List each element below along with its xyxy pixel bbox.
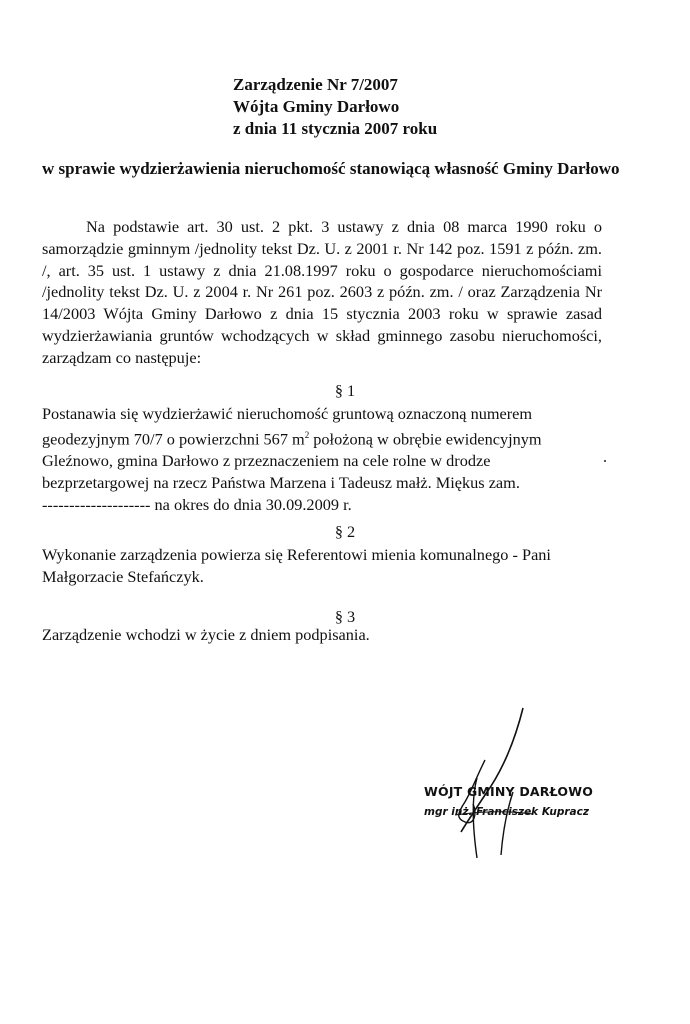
section-2-line: Wykonanie zarządzenia powierza się Referentowi mienia komunalnego - Pani — [42, 545, 551, 564]
ordinance-date: z dnia 11 stycznia 2007 roku — [233, 119, 438, 138]
section-3-mark: § 3 — [334, 607, 356, 626]
ordinance-subject: w sprawie wydzierżawienia nieruchomość stanowiącą własność Gminy Darłowo — [42, 159, 620, 178]
section-2-text — [42, 544, 551, 588]
section-3-text — [42, 624, 370, 646]
section-1-line: -------------------- na okres do dnia 30.09.2009 r. — [42, 494, 352, 514]
official-stamp-name: mgr inż. Franciszek Kupracz — [424, 806, 589, 818]
section-3-line: Zarządzenie wchodzi w życie z dniem podpisania. — [42, 625, 370, 644]
section-2-line: Małgorzacie Stefańczyk. — [42, 566, 204, 586]
section-1-line: bezprzetargowej na rzecz Państwa Marzena i Tadeusz małż. Miękus zam. — [42, 472, 520, 492]
section-1-text — [42, 403, 542, 515]
ordinance-number: Zarządzenie Nr 7/2007 — [233, 75, 398, 94]
section-2-mark: § 2 — [334, 522, 356, 541]
official-stamp-title: WÓJT GMINY DARŁOWO — [424, 784, 594, 799]
area-unit-exponent: 2 — [304, 429, 310, 440]
scan-speck — [604, 460, 606, 462]
document-header — [233, 74, 437, 140]
section-1-line: geodezyjnym 70/7 o powierzchni 567 $m^2$ położoną w obrębie ewidencyjnym — [42, 429, 542, 449]
section-1-mark: § 1 — [334, 381, 356, 400]
section-1-line: Postanawia się wydzierżawić nieruchomość gruntową oznaczoną numerem — [42, 404, 533, 423]
section-1-line: Gleźnowo, gmina Darłowo z przeznaczeniem na cele rolne w drodze — [42, 451, 491, 471]
legal-basis-paragraph: Na podstawie art. 30 ust. 2 pkt. 3 ustawy z dnia 08 marca 1990 roku o samorządzie gminnym /jednolity tekst Dz. U. z 2001 r. Nr 142 poz. 1591 z późn. zm. /, art. 35 ust. 1 ustawy z dnia 21.08.1997 roku o gospodarce nieruchomościami /jednolity tekst Dz. U. z 2004 r. Nr 261 poz. 2603 z późn. zm. / oraz Zarządzenia Nr 14/2003 Wójta Gminy Darłowo z dnia 15 stycznia 2003 roku w sprawie zasad wydzierżawiania gruntów wchodzących w skład gminnego zasobu nieruchomości, zarządzam co następuje: — [42, 217, 602, 367]
issuer: Wójta Gminy Darłowo — [233, 97, 400, 116]
